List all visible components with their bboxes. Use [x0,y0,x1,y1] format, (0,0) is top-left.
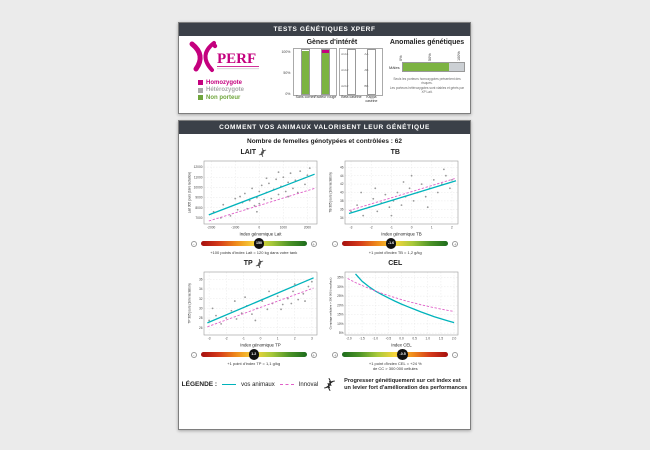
svg-text:2000: 2000 [303,225,311,230]
genes-y-tick: 0% [285,92,291,96]
svg-text:-2000: -2000 [206,225,216,230]
chart-card-tb [327,147,465,255]
anomalies-bar-chart [389,48,465,72]
scale-minus-plus-left: + [333,352,337,358]
gene-bar-label: Kappa caséine [365,95,378,103]
svg-text:0: 0 [259,336,262,341]
svg-text:10%: 10% [337,322,344,327]
svg-text:-2: -2 [224,336,228,341]
anomalies-bar-track [402,62,465,72]
svg-text:Index génomique TB: Index génomique TB [381,231,422,237]
svg-text:-2.0: -2.0 [346,336,352,341]
svg-text:-1000: -1000 [230,225,240,230]
gene-bar-track [321,49,330,95]
svg-text:1: 1 [276,336,279,341]
chart-card-lait [185,147,323,255]
svg-text:Comptage cellulaire > 300 000: Comptage cellulaire > 300 000 (moy/lact.) [328,277,333,330]
dna-icon [323,378,336,391]
scale-minus-plus-right: + [312,352,316,358]
scale-minus-plus-left: - [332,241,338,247]
svg-text:-1.0: -1.0 [372,336,379,341]
bottom-card-title: COMMENT VOS ANIMAUX VALORISENT LEUR GÉNÉTIQUE [179,121,470,134]
chart-lait-title [185,147,323,157]
caption-line: +1 point d'index TP = 1,1 g/kg [227,361,281,367]
legend-item-0 [198,80,275,86]
genotype-legend [184,80,275,101]
anomalies-note [389,77,465,95]
caption-line: de CC > 300 000 cellules [372,366,418,372]
chart-lait-plot [186,157,322,237]
gene-bar-segment [302,51,309,94]
legend-item-label: Hétérozygote [206,87,245,93]
genes-y-tick: 50% [283,71,291,75]
chart-card-cel [327,258,465,371]
legend-swatch [198,80,203,85]
svg-text:36: 36 [340,207,344,212]
your-animals-label: vos animaux [241,381,275,388]
chart-lait-index-scale [191,238,317,249]
anomalies-x-tick: 100% [457,51,461,61]
index-marker: -0.5 [397,349,408,360]
genotype-tick-label: A1A1 [341,52,349,56]
svg-text:TB 305 jours (1ère lactation): TB 305 jours (1ère lactation) [328,172,333,213]
svg-text:7000: 7000 [195,216,203,221]
svg-text:Lait 305 jours (1ère lactation: Lait 305 jours (1ère lactation) [187,171,192,214]
svg-text:36: 36 [198,277,203,282]
svg-text:2.0: 2.0 [452,336,457,341]
svg-text:-1.5: -1.5 [359,336,366,341]
svg-text:1.5: 1.5 [438,336,444,341]
svg-text:-2: -2 [370,225,373,230]
legend-label: LÉGENDE : [181,381,218,389]
svg-text:30: 30 [198,306,203,311]
anomalies-note-line: Seuls les porteurs homozygotes présentent des risques. [393,77,461,86]
svg-text:12000: 12000 [193,165,203,170]
chart-title-text: TB [390,148,400,156]
scale-minus-plus-right: + [312,241,316,247]
svg-text:-3: -3 [207,336,211,341]
svg-text:3: 3 [310,336,313,341]
svg-text:-1: -1 [390,225,394,230]
svg-text:0.0: 0.0 [399,336,404,341]
svg-text:-0.5: -0.5 [385,336,392,341]
svg-text:9000: 9000 [195,195,203,200]
genes-y-tick: 100% [281,50,291,54]
svg-text:20%: 20% [337,303,344,308]
svg-text:44: 44 [340,173,344,178]
legend-item-label: Non porteur [206,94,241,101]
index-marker: -1.6 [386,238,397,249]
genes-frame-percent [293,48,337,99]
gene-bar-label: Beta caséine [341,95,362,99]
chart-title-text: LAIT [240,148,257,156]
svg-text:0.5: 0.5 [412,336,418,341]
logo-column [184,39,275,111]
xperf-logo [184,39,268,73]
chart-tb-title [327,147,465,157]
chart-tp-plot [186,268,322,348]
genotype-tick-label: BB [364,84,369,88]
svg-text:40: 40 [340,190,344,195]
chart-cel-caption [327,361,465,371]
chart-lait-caption [185,250,323,255]
legend-item-label: Homozygote [206,79,242,86]
genes-title: Gènes d'intérêt [306,39,358,46]
valorisation-report-card [178,120,471,430]
dna-icon [255,259,264,268]
chart-title-text: CEL [388,259,403,267]
anomalies-x-tick: 50% [428,53,432,61]
top-report-card [178,22,471,114]
svg-text:1: 1 [431,225,433,230]
svg-text:26: 26 [198,326,203,331]
svg-text:11000: 11000 [193,175,203,180]
anomalies-bar-label: Mâles [389,64,400,70]
svg-text:28: 28 [198,316,203,321]
chart-card-tp [185,258,323,371]
anomalies-note-line: Les porteurs hétérozygotes sont viables et gérés par XP Lait. [389,85,465,95]
svg-text:30%: 30% [337,285,344,290]
scale-minus-plus-right: - [452,352,458,358]
chart-tb-index-scale [332,238,458,249]
svg-text:-1: -1 [241,336,245,341]
svg-text:5%: 5% [339,331,344,336]
charts-grid [179,147,470,372]
dna-icon [258,148,267,157]
anomalies-section [389,39,465,111]
gene-bar-segment [322,53,329,94]
innoval-line-swatch [280,384,294,385]
chart-cel-title [327,258,465,268]
index-gradient-bar [342,352,448,357]
legend-swatch [198,88,203,93]
svg-text:15%: 15% [337,312,344,317]
svg-text:TP 305 jours (1ère lactation): TP 305 jours (1ère lactation) [187,283,192,324]
genes-section [278,39,386,111]
svg-text:34: 34 [198,287,203,292]
anomalies-axis [389,48,465,62]
your-animals-line-swatch [222,384,236,385]
genotype-tick-label: A2A2 [341,84,349,88]
chart-tp-caption [185,361,323,366]
svg-text:0: 0 [410,225,413,230]
svg-text:2: 2 [451,225,454,230]
caption-line: +1 point d'index CEL = +24 % [368,361,422,367]
svg-text:8000: 8000 [195,205,203,210]
svg-text:1.0: 1.0 [425,336,431,341]
svg-text:34: 34 [340,215,344,220]
gene-bar-label: Facteur rouge [314,95,337,99]
svg-text:0: 0 [258,225,260,230]
legend-note-line1: Progresser génétiquement sur cet index est [344,377,461,384]
caption-line: +100 points d'index Lait = 120 kg dans votre tank [210,250,298,255]
chart-cel-index-scale [332,349,458,360]
svg-text:2: 2 [293,336,296,341]
svg-text:PERF: PERF [217,51,257,67]
svg-text:46: 46 [340,165,344,170]
chart-tp-index-scale [191,349,317,360]
genotype-tick-label: AB [364,68,369,72]
svg-text:Index génomique TP: Index génomique TP [240,342,281,348]
svg-text:-3: -3 [349,225,353,230]
svg-text:38: 38 [340,199,344,203]
svg-text:Index CEL: Index CEL [391,342,413,348]
chart-tb-caption [327,250,465,255]
gene-bar-2 [341,49,362,99]
svg-text:10000: 10000 [193,185,203,190]
chart-tb-plot [327,157,463,237]
gene-bar-1 [314,49,337,99]
genes-bar-chart [278,48,386,103]
index-marker: 1.2 [249,349,260,360]
svg-text:35%: 35% [337,275,344,280]
gene-bar-track [301,49,310,95]
svg-text:25%: 25% [337,294,344,299]
chart-tp-title [185,258,323,268]
anomalies-title: Anomalies génétiques [389,39,465,46]
bottom-legend [179,378,470,393]
legend-swatch [198,95,203,100]
svg-text:42: 42 [340,182,344,187]
svg-text:32: 32 [198,296,203,301]
scale-minus-plus-left: - [191,352,197,358]
svg-text:Index génomique Lait: Index génomique Lait [239,231,282,237]
scale-minus-plus-left: - [191,241,197,247]
genotype-tick-label: A1A2 [341,68,349,72]
genotype-tick-label: AA [364,52,369,56]
females-count-subtitle: Nombre de femelles génotypées et contrôlées : 62 [247,138,402,145]
gene-bar-0 [295,49,316,99]
genes-frame-caseine [339,48,383,103]
svg-text:1000: 1000 [279,225,287,230]
genes-y-axis [280,50,291,96]
chart-cel-plot [327,268,463,348]
legend-note-line2: un levier fort d'amélioration des performances [344,384,468,391]
innoval-label: Innoval [298,381,319,388]
anomalies-x-tick: 0% [399,55,403,61]
scale-minus-plus-right: + [453,241,457,247]
gene-bar-label: Sans cornes [295,95,316,99]
legend-item-2 [198,95,275,101]
chart-title-text: TP [243,259,253,267]
anomalies-bar-fill [403,63,449,71]
legend-note [344,378,467,393]
top-card-body [179,36,470,113]
index-marker: 150 [254,238,265,249]
caption-line: +1 point d'index TB = 1,2 g/kg [368,250,422,255]
legend-item-1 [198,87,275,93]
gene-bar-segment [322,50,329,53]
top-card-title: TESTS GÉNÉTIQUES XPERF [179,23,470,36]
gene-bar-3 [364,49,378,103]
